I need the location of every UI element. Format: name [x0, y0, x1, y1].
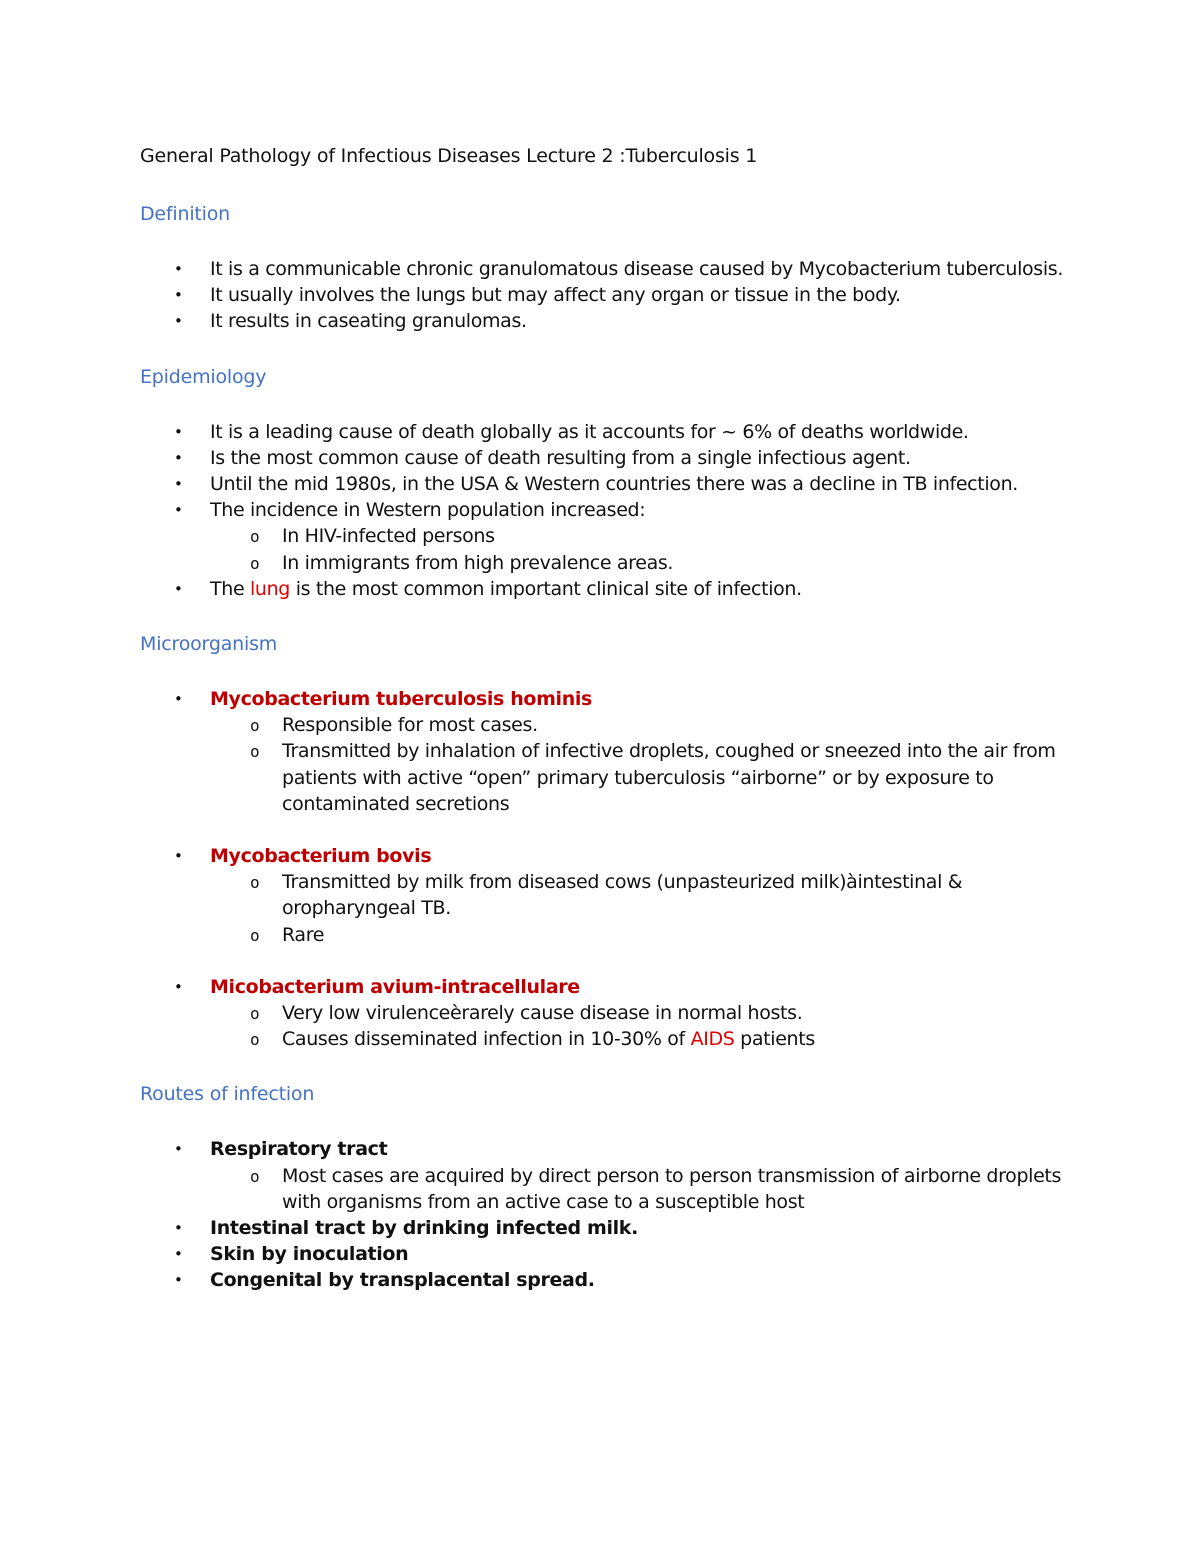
- sub-bullet-icon: o: [250, 553, 260, 573]
- list-item: [140, 282, 1080, 308]
- sub-item-text: Responsible for most cases.: [282, 714, 538, 737]
- sub-list-item: [210, 523, 1080, 549]
- sub-list: [210, 712, 1080, 817]
- routes-list: [140, 1136, 1080, 1293]
- sub-item-text: Very low virulenceèrarely cause disease in normal hosts.: [282, 1002, 803, 1025]
- sub-list: [210, 523, 1080, 575]
- organism-item: [140, 974, 1080, 1053]
- route-item: [140, 1241, 1080, 1267]
- sub-bullet-icon: o: [250, 716, 260, 736]
- organism-name: Mycobacterium bovis: [210, 845, 432, 868]
- organism-name: Mycobacterium tuberculosis hominis: [210, 688, 592, 711]
- sub-bullet-icon: o: [250, 1166, 260, 1186]
- definition-list: [140, 256, 1080, 335]
- definition-section: [140, 198, 1080, 335]
- document-title: General Pathology of Infectious Diseases Lecture 2 :Tuberculosis 1: [140, 145, 758, 167]
- document-page: [140, 140, 1080, 1294]
- microorganism-list: [140, 974, 1080, 1053]
- organism-item: [140, 686, 1080, 817]
- list-item: [140, 471, 1080, 497]
- sub-list-item: [210, 922, 1080, 948]
- bullet-icon: •: [174, 1140, 183, 1159]
- sub-bullet-icon: o: [250, 742, 260, 762]
- organism-item: [140, 843, 1080, 948]
- route-item: [140, 1136, 1080, 1215]
- bullet-icon: •: [174, 1271, 183, 1290]
- routes-heading: Routes of infection: [140, 1083, 315, 1106]
- microorganism-list: [140, 843, 1080, 948]
- bullet-icon: •: [174, 448, 183, 467]
- bullet-icon: •: [174, 847, 183, 866]
- definition-heading: Definition: [140, 203, 231, 225]
- route-name: Congenital by transplacental spread.: [210, 1269, 595, 1292]
- bullet-icon: •: [174, 422, 183, 441]
- item-text: Until the mid 1980s, in the USA & Western countries there was a decline in TB infection.: [210, 473, 1018, 496]
- epidemiology-section: [140, 361, 1080, 602]
- sub-item-text: Transmitted by milk from diseased cows (unpasteurized milk)àintestinal & oropharyngeal TB.: [282, 871, 963, 920]
- bullet-icon: •: [174, 286, 183, 305]
- sub-list: [210, 869, 1080, 948]
- sub-bullet-icon: o: [250, 1004, 260, 1024]
- item-text: It is a communicable chronic granulomatous disease caused by Mycobacterium tuberculosis.: [210, 258, 1064, 280]
- organism-name: Micobacterium avium-intracellulare: [210, 975, 580, 998]
- bullet-icon: •: [174, 579, 183, 598]
- route-item: [140, 1215, 1080, 1241]
- item-text: It results in caseating granulomas.: [210, 310, 527, 333]
- item-text: Is the most common cause of death resulting from a single infectious agent.: [210, 446, 911, 469]
- bullet-icon: •: [174, 1245, 183, 1264]
- sub-item-text: Most cases are acquired by direct person to person transmission of airborne droplets with organisms from an active case to a susceptible host: [282, 1164, 1062, 1213]
- bullet-icon: •: [174, 1219, 183, 1238]
- route-name: Intestinal tract by drinking infected milk.: [210, 1217, 638, 1240]
- epidemiology-heading: Epidemiology: [140, 365, 267, 388]
- sub-item-text: Rare: [282, 923, 325, 946]
- list-item: [140, 419, 1080, 445]
- microorganism-list: [140, 686, 1080, 817]
- microorganism-section: [140, 628, 1080, 1052]
- item-text: It is a leading cause of death globally as it accounts for ~ 6% of deaths worldwide.: [210, 420, 969, 443]
- list-item: [140, 445, 1080, 471]
- sub-list-item: [210, 1163, 1080, 1215]
- bullet-icon: •: [174, 260, 183, 278]
- routes-section: [140, 1078, 1080, 1293]
- route-name: Skin by inoculation: [210, 1243, 409, 1266]
- item-text-before: The: [210, 577, 250, 600]
- bullet-icon: •: [174, 475, 183, 494]
- item-text: The incidence in Western population increased:: [210, 499, 646, 522]
- sub-list-item: [210, 738, 1080, 817]
- sub-item-text-before: Causes disseminated infection in 10-30% of: [282, 1028, 691, 1051]
- sub-item-text: In immigrants from high prevalence areas.: [282, 551, 674, 574]
- route-name: Respiratory tract: [210, 1138, 388, 1161]
- sub-item-text: In HIV-infected persons: [282, 525, 495, 548]
- list-item: [140, 256, 1080, 282]
- sub-list-item: [210, 1026, 1080, 1052]
- bullet-icon: •: [174, 501, 183, 520]
- list-item: [140, 576, 1080, 602]
- bullet-icon: •: [174, 312, 183, 331]
- aids-highlight: AIDS: [690, 1028, 735, 1051]
- sub-list-item: [210, 1000, 1080, 1026]
- sub-item-text: Transmitted by inhalation of infective droplets, coughed or sneezed into the air from patients with active “open” primary tuberculosis “airborne” or by exposure to contaminated secretions: [282, 740, 1056, 815]
- sub-bullet-icon: o: [250, 873, 260, 893]
- sub-bullet-icon: o: [250, 527, 260, 547]
- sub-list: [210, 1163, 1080, 1215]
- bullet-icon: •: [174, 690, 183, 709]
- route-item: [140, 1267, 1080, 1293]
- sub-list-item: [210, 550, 1080, 576]
- epidemiology-list: [140, 419, 1080, 602]
- sub-list: [210, 1000, 1080, 1052]
- lung-highlight: lung: [249, 577, 291, 600]
- bullet-icon: •: [174, 977, 183, 996]
- sub-bullet-icon: o: [250, 1030, 260, 1050]
- sub-item-text-after: patients: [734, 1028, 815, 1051]
- list-item: [140, 497, 1080, 576]
- sub-list-item: [210, 712, 1080, 738]
- item-text-after: is the most common important clinical site of infection.: [290, 577, 802, 600]
- sub-bullet-icon: o: [250, 925, 260, 945]
- microorganism-heading: Microorganism: [140, 633, 278, 656]
- list-item: [140, 308, 1080, 334]
- sub-list-item: [210, 869, 1080, 921]
- item-text: It usually involves the lungs but may affect any organ or tissue in the body.: [210, 284, 901, 307]
